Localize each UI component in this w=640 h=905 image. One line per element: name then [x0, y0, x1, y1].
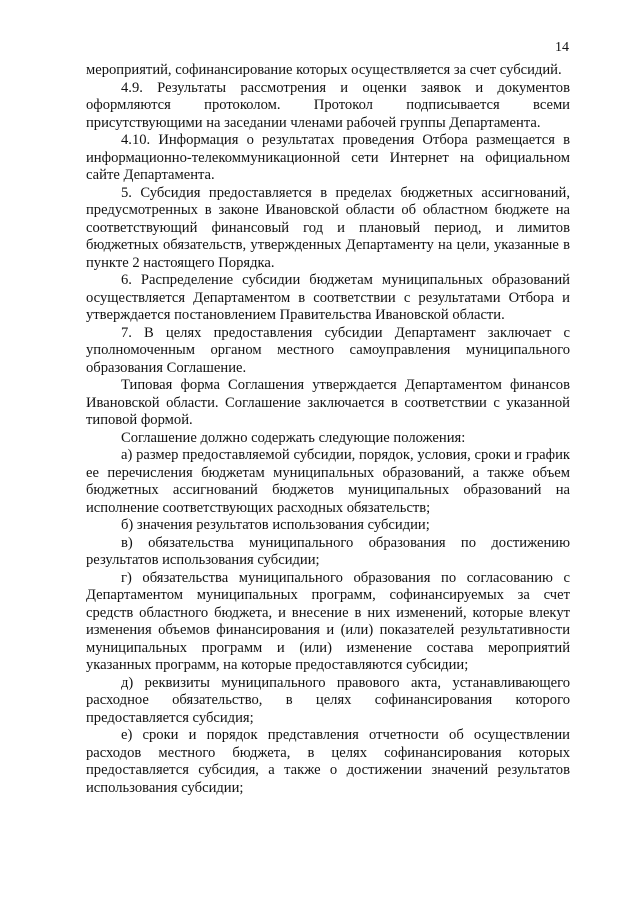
paragraph-4-10: 4.10. Информация о результатах проведения Отбора размещается в информационно-телекоммуникационной сети Интернет на официальном сайте Департамента. [86, 132, 570, 183]
list-item-e: е) сроки и порядок представления отчетности об осуществлении расходов местного бюджета, в целях софинансирования которых предоставляется субсидия, а также о достижении значений результатов использования субсидии; [86, 727, 570, 796]
list-item-v: в) обязательства муниципального образования по достижению результатов использования субсидии; [86, 534, 570, 568]
list-item-g: г) обязательства муниципального образования по согласованию с Департаментом муниципальных программ, софинансируемых за счет средств областного бюджета, и внесение в них изменений, которые влекут изменения объемов финансирования и (или) показателей результативности муниципальных программ и (или) изменение состава мероприятий указанных программ, на которые предоставляются субсидии; [86, 569, 570, 673]
paragraph-7: 7. В целях предоставления субсидии Департамент заключает с уполномоченным органом местного самоуправления муниципального образования Соглашение. [86, 324, 570, 376]
paragraph-5: 5. Субсидия предоставляется в пределах бюджетных ассигнований, предусмотренных в законе Ивановской области об областном бюджете на соответствующий финансовый год и плановый период, и лимитов бюджетных обязательств, утвержденных Департаменту на цели, указанные в пункте 2 настоящего Порядка. [86, 184, 570, 271]
paragraph-6: 6. Распределение субсидии бюджетам муниципальных образований осуществляется Департаментом в соответствии с результатами Отбора и утверждается постановлением Правительства Ивановской области. [86, 272, 570, 323]
paragraph-4-9: 4.9. Результаты рассмотрения и оценки заявок и документов оформляются протоколом. Протокол подписывается всеми присутствующими на заседании членами рабочей группы Департамента. [86, 79, 570, 131]
paragraph-typical-form: Типовая форма Соглашения утверждается Департаментом финансов Ивановской области. Соглашение заключается в соответствии с указанной типовой формой. [86, 377, 570, 428]
paragraph-agreement-provisions: Соглашение должно содержать следующие положения: [121, 429, 466, 446]
page-number: 14 [555, 40, 569, 55]
list-item-d: д) реквизиты муниципального правового акта, устанавливающего расходное обязательство, в целях софинансирования которого предоставляется субсидия; [86, 674, 570, 726]
list-item-a: а) размер предоставляемой субсидии, порядок, условия, сроки и график ее перечисления бюджетам муниципальных образований, а также объем бюджетных ассигнований бюджетов муниципальных образований на исполнение соответствующих расходных обязательств; [86, 447, 570, 516]
paragraph-continuation: мероприятий, софинансирование которых осуществляется за счет субсидий. [86, 62, 562, 78]
document-body [86, 62, 570, 797]
list-item-b: б) значения результатов использования субсидии; [121, 517, 430, 533]
